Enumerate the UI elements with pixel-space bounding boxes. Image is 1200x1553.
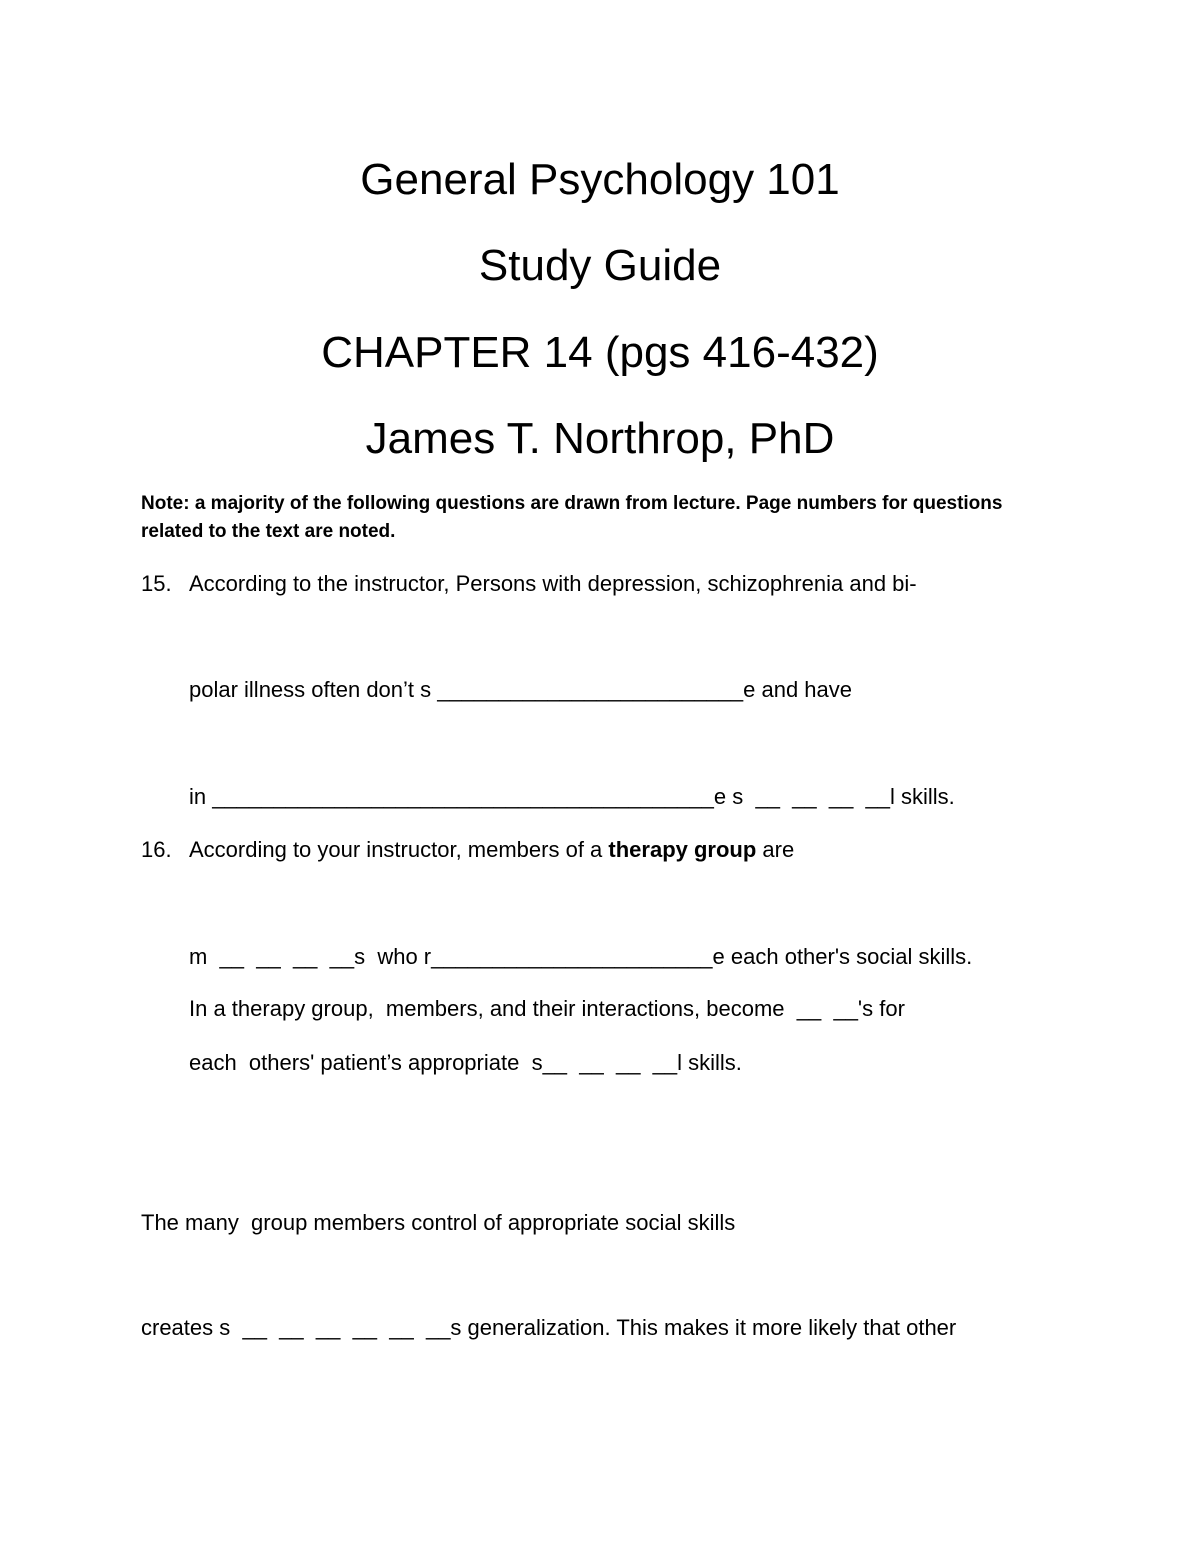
question-16-line-3: In a therapy group, members, and their interactions, become __ __'s for [189, 996, 905, 1021]
question-16-bold-term: therapy group [608, 837, 757, 862]
question-16-number: 16. [141, 837, 172, 862]
question-15-text-1: According to the instructor, Persons with depression, schizophrenia and bi- [189, 571, 917, 596]
course-title: General Psychology 101 [360, 155, 840, 204]
question-15-line-2: polar illness often don’t s _________________________e and have [189, 677, 853, 702]
guide-title: Study Guide [478, 241, 722, 290]
question-16-text-pre: According to your instructor, members of a [189, 837, 609, 862]
question-16-text-post: are [756, 837, 795, 862]
note-paragraph: Note: a majority of the following questions are drawn from lecture. Page numbers for questions related to the text are noted. [141, 493, 1003, 542]
question-15-number: 15. [141, 571, 172, 596]
question-16-line-1 [141, 835, 794, 865]
question-15-line-3: in _________________________________________e s __ __ __ __l skills. [189, 784, 955, 809]
question-16-line-4: each others' patient’s appropriate s__ __ __ __l skills. [189, 1050, 742, 1075]
chapter-title: CHAPTER 14 (pgs 416-432) [321, 328, 879, 377]
paragraph-line-2: creates s __ __ __ __ __ __s generalization. This makes it more likely that other [141, 1315, 957, 1340]
paragraph-line-1: The many group members control of appropriate social skills [141, 1210, 736, 1235]
question-16-line-2: m __ __ __ __s who r_______________________e each other's social skills. [189, 944, 973, 969]
question-15-line-1 [141, 569, 917, 599]
author-name: James T. Northrop, PhD [365, 414, 835, 463]
